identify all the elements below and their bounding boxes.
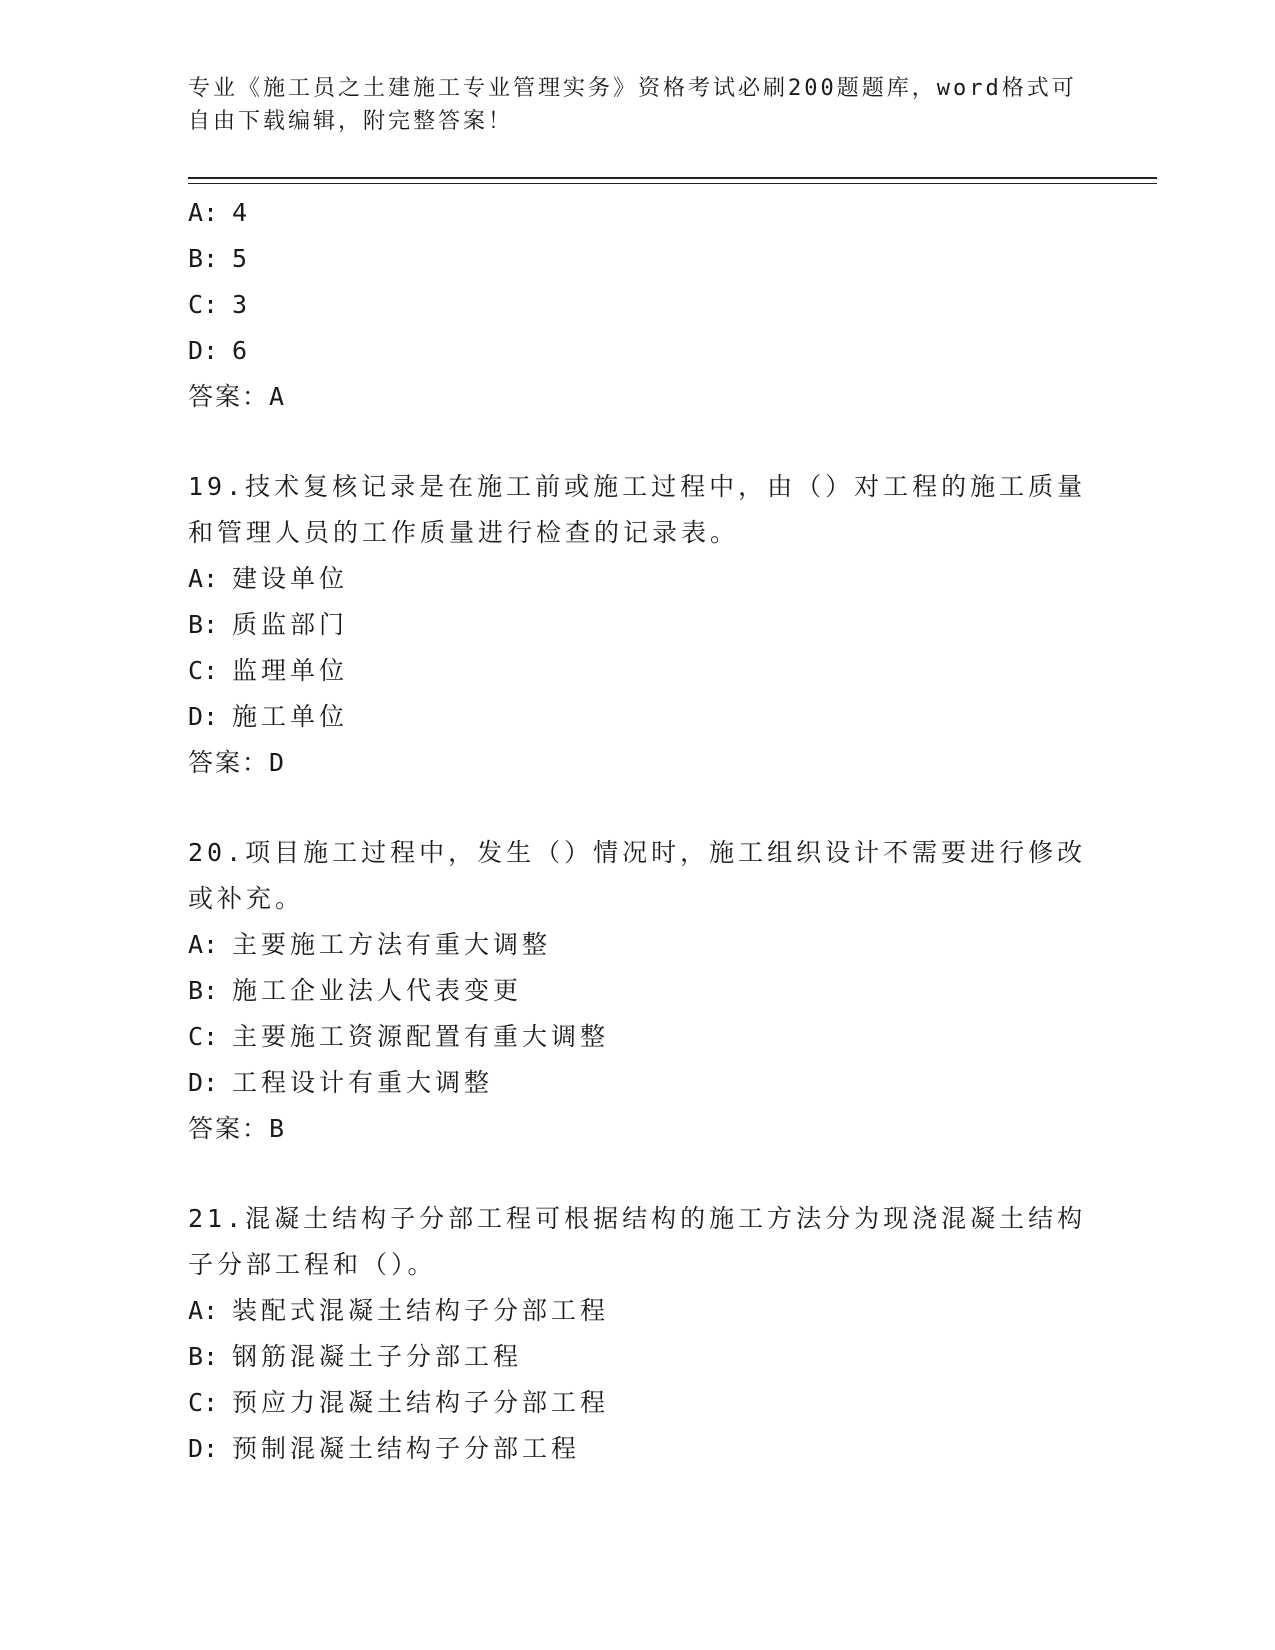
page-header — [188, 72, 1088, 138]
option-b: B: 5 — [188, 244, 252, 273]
option-d: D: 6 — [188, 336, 252, 365]
question-list — [188, 190, 1088, 1472]
question-18 — [188, 190, 1088, 420]
question-stem-cont: 子分部工程和（）。 — [188, 1250, 437, 1279]
option-b: B: 钢筋混凝土子分部工程 — [188, 1342, 523, 1371]
question-19 — [188, 464, 1088, 786]
header-line-1: 专业《施工员之土建施工专业管理实务》资格考试必刷200题题库，word格式可 — [188, 76, 1077, 101]
option-c: C: 预应力混凝土结构子分部工程 — [188, 1388, 610, 1417]
header-line-2: 自由下载编辑，附完整答案！ — [188, 109, 514, 134]
question-stem: 19.技术复核记录是在施工前或施工过程中，由（）对工程的施工质量 — [188, 472, 1087, 501]
option-d: D: 施工单位 — [188, 702, 349, 731]
answer-line: 答案：A — [188, 382, 287, 411]
option-b: B: 施工企业法人代表变更 — [188, 976, 523, 1005]
option-b: B: 质监部门 — [188, 610, 349, 639]
option-d: D: 工程设计有重大调整 — [188, 1068, 494, 1097]
option-d: D: 预制混凝土结构子分部工程 — [188, 1434, 581, 1463]
option-a: A: 装配式混凝土结构子分部工程 — [188, 1296, 610, 1325]
question-stem-cont: 或补充。 — [188, 884, 305, 913]
option-c: C: 3 — [188, 290, 252, 319]
option-a: A: 主要施工方法有重大调整 — [188, 930, 552, 959]
question-21 — [188, 1196, 1088, 1472]
header-divider — [188, 177, 1157, 184]
option-a: A: 建设单位 — [188, 564, 349, 593]
question-stem: 21.混凝土结构子分部工程可根据结构的施工方法分为现浇混凝土结构 — [188, 1204, 1087, 1233]
option-c: C: 监理单位 — [188, 656, 349, 685]
question-stem-cont: 和管理人员的工作质量进行检查的记录表。 — [188, 518, 740, 547]
question-20 — [188, 830, 1088, 1152]
option-a: A: 4 — [188, 198, 252, 227]
option-c: C: 主要施工资源配置有重大调整 — [188, 1022, 610, 1051]
question-stem: 20.项目施工过程中，发生（）情况时，施工组织设计不需要进行修改 — [188, 838, 1087, 867]
answer-line: 答案：D — [188, 748, 287, 777]
answer-line: 答案：B — [188, 1114, 287, 1143]
